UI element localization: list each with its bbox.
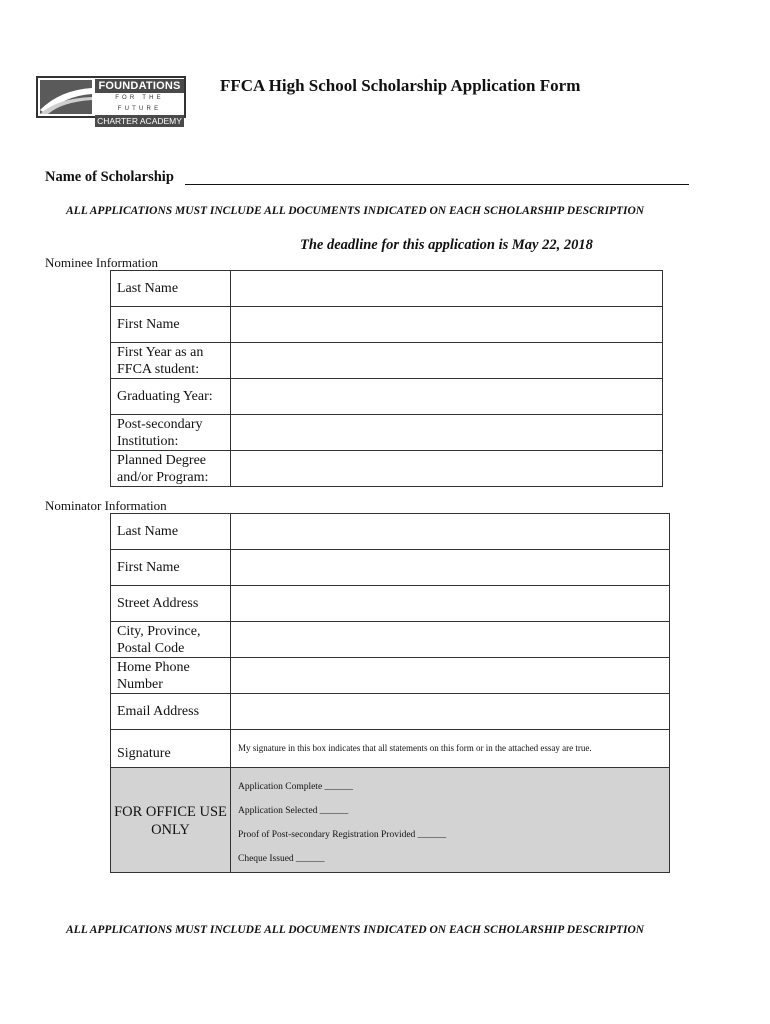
nominee-last-name-field[interactable] [231,271,663,307]
nominee-degree-field[interactable] [231,451,663,487]
table-row [111,586,670,622]
office-use-label: FOR OFFICE USE ONLY [111,768,231,873]
nominator-street-address-field[interactable] [231,586,670,622]
office-application-selected: Application Selected ______ [238,806,349,816]
nominee-table [110,270,663,487]
page-title: FFCA High School Scholarship Application Form [220,76,581,95]
nominee-institution-field[interactable] [231,415,663,451]
signature-note: My signature in this box indicates that all statements on this form or in the attached essay are true. [238,742,592,753]
scholarship-name-field[interactable] [185,184,689,185]
table-row [111,271,663,307]
nominator-last-name-field[interactable] [231,514,670,550]
table-row [111,379,663,415]
nominee-first-name-field[interactable] [231,307,663,343]
logo-line-1: FOUNDATIONS [95,79,184,93]
table-row [111,343,663,379]
table-row [111,550,670,586]
deadline-text: The deadline for this application is May 22, 2018 [300,237,593,253]
table-row [111,658,670,694]
nominator-city-field[interactable] [231,622,670,658]
table-row [111,415,663,451]
nominator-email-label: Email Address [111,694,231,730]
table-row [111,451,663,487]
nominator-street-address-label: Street Address [111,586,231,622]
nominator-first-name-label: First Name [111,550,231,586]
office-cheque-issued: Cheque Issued ______ [238,854,325,864]
nominee-degree-label: Planned Degree and/or Program: [111,451,231,487]
table-row [111,622,670,658]
nominee-last-name-label: Last Name [111,271,231,307]
nominator-last-name-label: Last Name [111,514,231,550]
nominee-institution-label: Post-secondary Institution: [111,415,231,451]
documents-notice-top: ALL APPLICATIONS MUST INCLUDE ALL DOCUMENTS INDICATED ON EACH SCHOLARSHIP DESCRIPTION [66,205,645,217]
nominator-section-label: Nominator Information [45,498,167,513]
logo-line-2: FOR THE FUTURE [115,95,164,112]
scholarship-name-label: Name of Scholarship [45,169,174,185]
office-use-box [231,768,670,873]
logo-wordmark [95,79,184,127]
table-row [111,694,670,730]
office-application-complete: Application Complete ______ [238,782,354,792]
nominee-first-name-label: First Name [111,307,231,343]
nominator-city-label: City, Province, Postal Code [111,622,231,658]
documents-notice-bottom: ALL APPLICATIONS MUST INCLUDE ALL DOCUMENTS INDICATED ON EACH SCHOLARSHIP DESCRIPTION [66,924,645,936]
table-row [111,514,670,550]
ffca-logo [36,76,186,126]
nominator-table [110,513,670,873]
table-row [111,307,663,343]
signature-row [111,730,670,768]
nominee-first-year-label: First Year as an FFCA student: [111,343,231,379]
nominee-section-label: Nominee Information [45,255,158,270]
office-use-row [111,768,670,873]
nominee-graduating-year-label: Graduating Year: [111,379,231,415]
nominator-first-name-field[interactable] [231,550,670,586]
road-swoosh-icon [40,80,92,114]
signature-label: Signature [111,730,231,768]
nominator-home-phone-field[interactable] [231,658,670,694]
nominee-graduating-year-field[interactable] [231,379,663,415]
nominator-email-field[interactable] [231,694,670,730]
nominator-home-phone-label: Home Phone Number [111,658,231,694]
office-proof-of-registration: Proof of Post-secondary Registration Provided ______ [238,830,447,840]
logo-line-3: CHARTER ACADEMY [95,115,184,127]
signature-field[interactable] [231,730,670,768]
nominee-first-year-field[interactable] [231,343,663,379]
